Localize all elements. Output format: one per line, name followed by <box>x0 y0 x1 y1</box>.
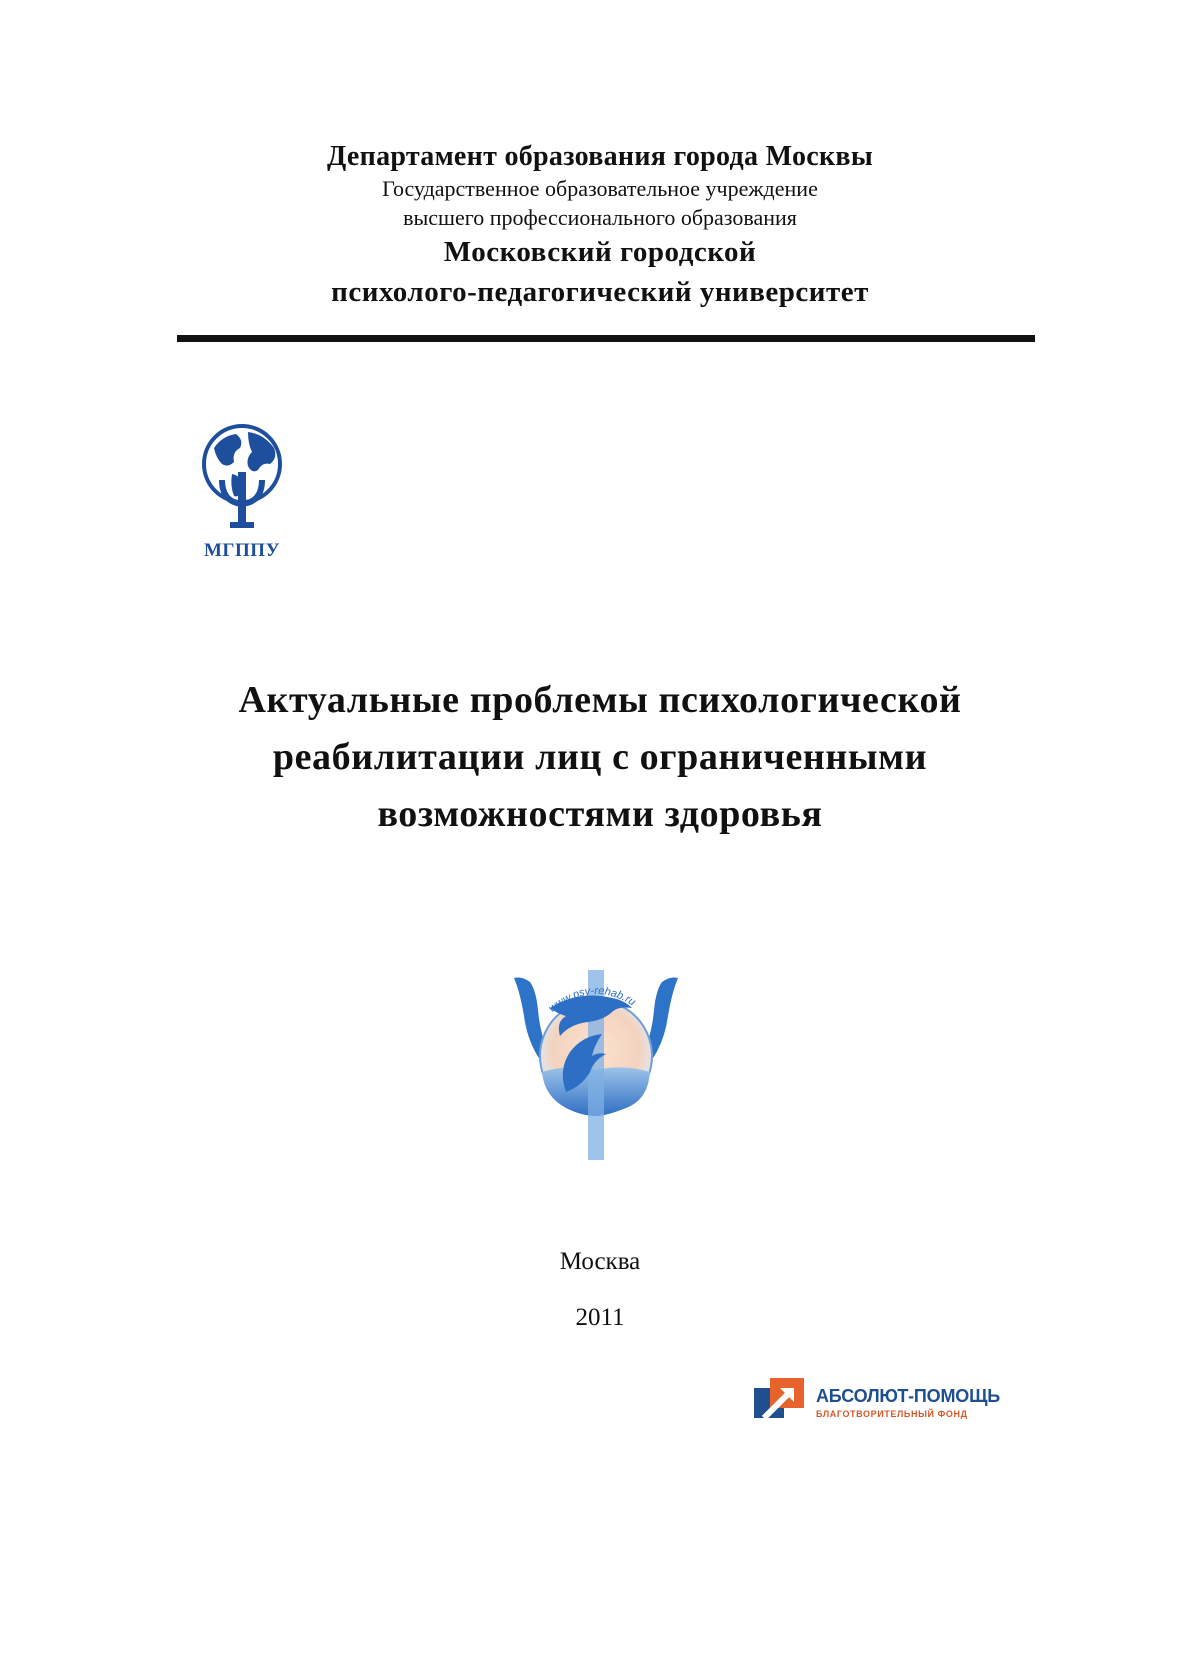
university-name-line-1: Московский городской <box>443 236 757 268</box>
document-title-line-3: возможностями здоровья <box>377 793 823 835</box>
psy-rehab-logo <box>508 960 684 1165</box>
institution-type-line-2: высшего профессионального образования <box>403 205 797 230</box>
university-name-line-2: психолого-педагогический университет <box>331 276 869 308</box>
publication-city: Москва <box>559 1248 641 1275</box>
psy-rehab-url: www.psy-rehab.ru <box>546 984 638 1015</box>
department-name: Департамент образования города Москвы <box>327 141 873 172</box>
psi-dolphins-icon <box>508 960 684 1165</box>
arrow-square-icon <box>754 1378 804 1426</box>
sponsor-subtitle: БЛАГОТВОРИТЕЛЬНЫЙ ФОНД <box>816 1409 968 1419</box>
publication-year: 2011 <box>575 1304 625 1331</box>
document-title-line-1: Актуальные проблемы психологической <box>238 679 962 721</box>
header-divider <box>177 335 1035 342</box>
document-title-line-2: реабилитации лиц с ограниченными <box>272 736 928 778</box>
institution-type-line-1: Государственное образовательное учреждение <box>382 176 818 201</box>
sponsor-name: АБСОЛЮТ-ПОМОЩЬ <box>816 1386 1000 1406</box>
title-page-header <box>0 140 1200 312</box>
sponsor-logo <box>754 1378 1014 1428</box>
mgppu-logo-text: МГППУ <box>203 540 281 561</box>
document-title <box>100 672 1100 843</box>
globe-psi-icon <box>192 418 292 538</box>
